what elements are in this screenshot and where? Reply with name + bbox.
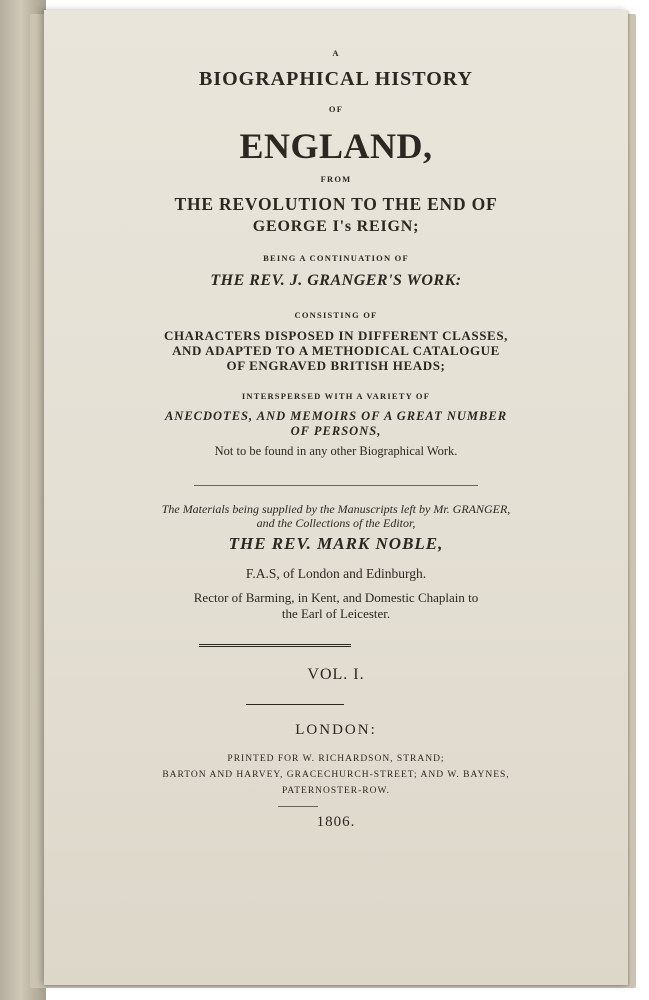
divider-rule <box>194 485 478 486</box>
materials-line-2: and the Collections of the Editor, <box>256 516 416 530</box>
short-rule <box>246 704 344 705</box>
printed-line-3: PATERNOSTER-ROW. <box>282 786 390 796</box>
materials-line-1: The Materials being supplied by the Manuscripts left by Mr. GRANGER, <box>161 502 511 516</box>
year-label: 1806. <box>316 814 356 830</box>
of-label: OF <box>328 104 344 114</box>
rector-line-2: the Earl of Leicester. <box>281 606 391 621</box>
anecdotes-line-1: ANECDOTES, AND MEMOIRS OF A GREAT NUMBER <box>164 409 508 423</box>
rector-line-1: Rector of Barming, in Kent, and Domestic Chaplain to <box>193 590 479 605</box>
year-rule <box>278 806 318 807</box>
printed-line-2: BARTON AND HARVEY, GRACECHURCH-STREET; AND W. BAYNES, <box>162 770 510 780</box>
being-label: BEING A CONTINUATION OF <box>263 253 409 263</box>
title-page <box>44 10 628 985</box>
characters-line-2: AND ADAPTED TO A METHODICAL CATALOGUE <box>172 343 500 358</box>
from-label: FROM <box>320 174 352 184</box>
anecdotes-line-2: OF PERSONS, <box>290 424 382 438</box>
place-label: LONDON: <box>295 722 377 738</box>
country-title: ENGLAND, <box>239 126 433 166</box>
characters-line-3: OF ENGRAVED BRITISH HEADS; <box>226 358 446 373</box>
printed-line-1: PRINTED FOR W. RICHARDSON, STRAND; <box>227 754 445 764</box>
fas-line: F.A.S, of London and Edinburgh. <box>245 566 427 581</box>
volume-label: VOL. I. <box>307 666 365 683</box>
author-name: THE REV. MARK NOBLE, <box>228 534 444 553</box>
characters-line-1: CHARACTERS DISPOSED IN DIFFERENT CLASSES, <box>163 328 509 343</box>
interspersed-label: INTERSPERSED WITH A VARIETY OF <box>241 391 431 401</box>
title-line: BIOGRAPHICAL HISTORY <box>199 68 473 90</box>
not-found-line: Not to be found in any other Biographical Work. <box>214 444 458 458</box>
work-title: THE REV. J. GRANGER'S WORK: <box>210 272 462 289</box>
consisting-label: CONSISTING OF <box>294 310 378 320</box>
article-a: A <box>332 48 340 58</box>
ornamental-rule <box>199 644 351 649</box>
period-line-1: THE REVOLUTION TO THE END OF <box>174 194 498 214</box>
period-line-2: GEORGE I's REIGN; <box>252 218 420 235</box>
